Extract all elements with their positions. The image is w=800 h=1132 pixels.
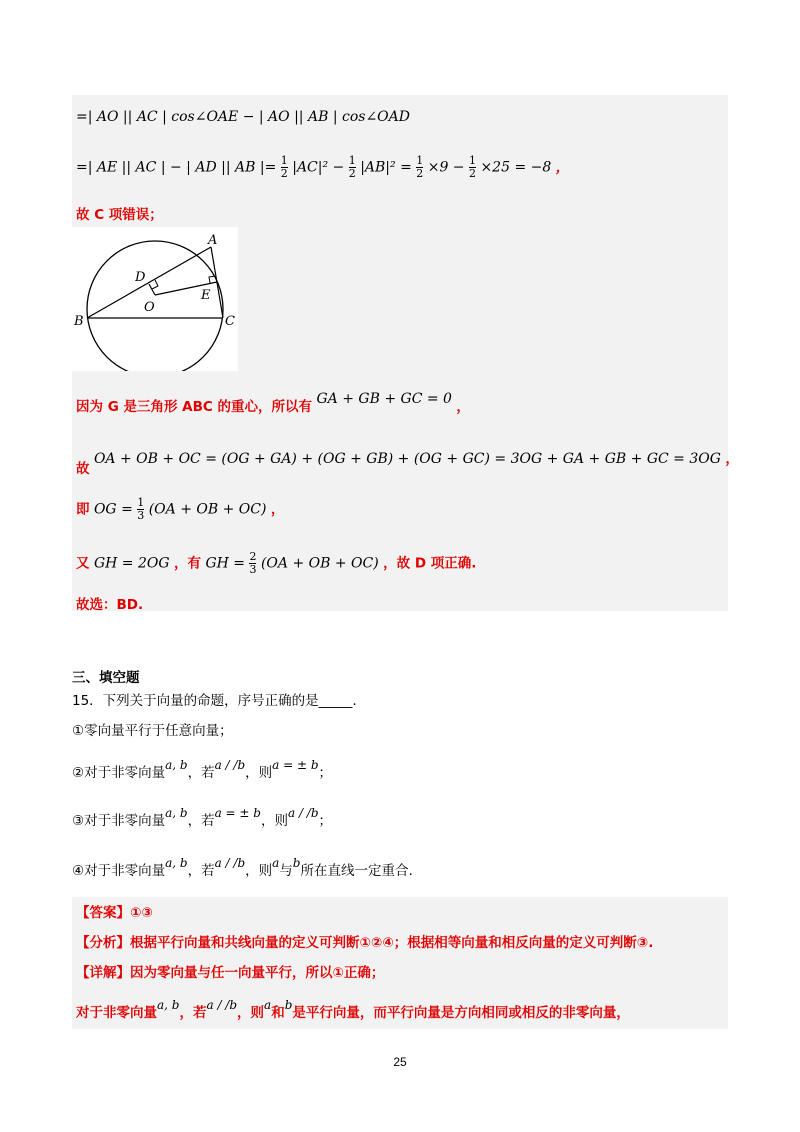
ji-text: 即	[76, 501, 90, 518]
item4-ruo: ，若	[187, 863, 215, 879]
detail-text: 【详解】因为零向量与任一向量平行，所以①正确；	[76, 965, 385, 981]
centroid-text: 因为 G 是三角形 ABC 的重心，所以有	[76, 399, 313, 415]
og-eq-a: OG =	[93, 501, 138, 518]
you-text: 又	[76, 555, 90, 572]
fraction-half-1: $\frac{1}{2}$	[280, 154, 288, 180]
section-heading: 三、填空题	[72, 670, 140, 686]
item3-ab: a, b	[165, 806, 188, 820]
eq2-tail: ，	[555, 159, 570, 176]
solution-panel-top	[72, 95, 739, 613]
circle-triangle-figure	[72, 227, 238, 371]
question-item-1: ①零向量平行于任意向量；	[72, 723, 233, 739]
gh2-eq-b: (OA + OB + OC)	[260, 555, 379, 572]
question-item-2	[72, 758, 333, 781]
item4-yu: 与	[279, 863, 293, 879]
last-parallel: a / /b	[206, 998, 238, 1012]
item3-parallel: a / /b	[287, 806, 319, 820]
answer-bd: 故选：BD.	[76, 597, 144, 613]
eq2-part-e: ×25 = −8	[480, 159, 552, 176]
d-correct-text: ，故 D 项正确.	[383, 555, 477, 572]
label-a: A	[208, 233, 218, 248]
last-he: 和	[271, 1005, 285, 1021]
item4-b: b	[292, 856, 301, 870]
you2-text: ，有	[174, 555, 201, 572]
label-b: B	[74, 314, 84, 329]
og-line	[76, 497, 284, 522]
equation-line-1: =| AO || AC | cos∠OAE − | AO || AB | cos∠OAD	[76, 109, 410, 125]
fraction-two-thirds: $\frac{2}{3}$	[249, 550, 257, 576]
gh-equation: GH = 2OG	[93, 555, 170, 572]
last-ab: a, b	[157, 998, 180, 1012]
item3-semi: ；	[318, 813, 333, 829]
eq2-part-a: =| AE || AC | − | AD || AB |=	[76, 159, 277, 176]
item3-ruo: ，若	[187, 813, 215, 829]
sum-line	[76, 447, 739, 477]
fraction-half-3: $\frac{1}{2}$	[416, 154, 424, 180]
og-tail: ，	[270, 501, 285, 518]
fraction-third: $\frac{1}{3}$	[137, 496, 145, 522]
last-ruo: ，若	[179, 1005, 207, 1021]
item3-ze: ，则	[260, 813, 288, 829]
label-o: O	[144, 300, 155, 315]
gh2-eq-a: GH =	[205, 555, 250, 572]
question-stem: 15．下列关于向量的命题，序号正确的是_____.	[72, 693, 357, 709]
label-d: D	[135, 270, 146, 285]
label-c: C	[225, 314, 235, 329]
fraction-half-4: $\frac{1}{2}$	[469, 154, 476, 180]
item4-ze: ，则	[245, 863, 273, 879]
centroid-equation: GA + GB + GC = 0	[316, 391, 452, 407]
item2-pm: a = ± b	[272, 758, 319, 772]
question-item-4	[72, 856, 413, 879]
centroid-tail: ，	[456, 399, 470, 415]
eq2-part-c: |AB|² =	[360, 159, 417, 176]
label-e: E	[201, 288, 211, 303]
item4-tail: 所在直线一定重合.	[300, 863, 413, 879]
og-eq-b: (OA + OB + OC)	[148, 501, 267, 518]
equation-line-2	[76, 155, 569, 180]
fraction-half-2: $\frac{1}{2}$	[348, 154, 356, 180]
sum-equation: OA + OB + OC = (OG + GA) + (OG + GB) + (OG + GC) = 3OG + GA + GB + GC = 3OG	[93, 451, 721, 467]
answer-label: 【答案】①③	[76, 905, 153, 921]
last-lead: 对于非零向量	[76, 1005, 157, 1021]
eq2-part-d: ×9 −	[427, 159, 469, 176]
analysis-text: 【分析】根据平行向量和共线向量的定义可判断①②④；根据相等向量和相反向量的定义可判断③.	[76, 935, 654, 951]
c-wrong-text: 故 C 项错误；	[76, 207, 163, 223]
sum-tail: ，	[725, 451, 739, 467]
last-a: a	[264, 998, 272, 1012]
item4-a: a	[272, 856, 280, 870]
page-number: 25	[393, 1055, 407, 1069]
last-tail: 是平行向量，而平行向量是方向相同或相反的非零向量，	[292, 1005, 630, 1021]
item3-pm: a = ± b	[214, 806, 261, 820]
last-ze: ，则	[237, 1005, 265, 1021]
solution-panel-bottom	[72, 897, 728, 1029]
gu-text: 故	[76, 461, 90, 477]
item4-ab: a, b	[165, 856, 188, 870]
item4-parallel: a / /b	[214, 856, 246, 870]
item2-ab: a, b	[165, 758, 188, 772]
item2-semi: ；	[318, 765, 333, 781]
last-line	[76, 998, 630, 1021]
question-item-3	[72, 806, 333, 829]
item2-ruo: ，若	[187, 765, 215, 781]
item2-ze: ，则	[245, 765, 273, 781]
gh-line	[76, 551, 476, 576]
last-b: b	[284, 998, 293, 1012]
centroid-line	[76, 391, 470, 415]
item2-parallel: a / /b	[214, 758, 246, 772]
item3-lead: ③对于非零向量	[72, 813, 166, 829]
item4-lead: ④对于非零向量	[72, 863, 166, 879]
item2-lead: ②对于非零向量	[72, 765, 166, 781]
eq2-part-b: |AC|² −	[292, 159, 349, 176]
